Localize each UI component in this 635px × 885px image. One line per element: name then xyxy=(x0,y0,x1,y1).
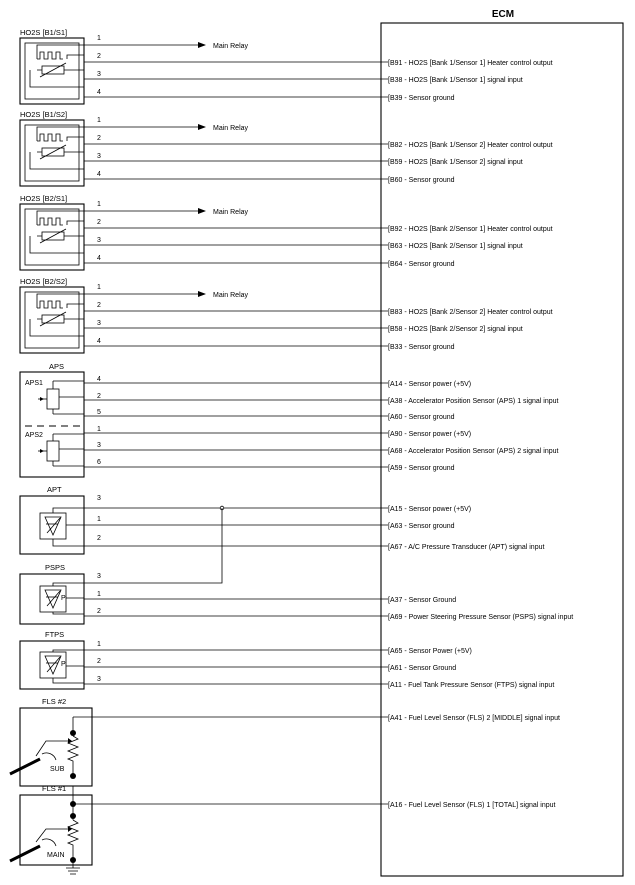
ecm-terminal: [A63 - Sensor ground xyxy=(388,523,455,530)
pin-number: 3 xyxy=(97,153,101,160)
pin-number: 1 xyxy=(97,641,101,648)
pin-number: 2 xyxy=(97,53,101,60)
pin-number: 4 xyxy=(97,338,101,345)
ftps-connector-box xyxy=(20,641,84,689)
apt-group xyxy=(20,485,544,554)
main-relay-label: Main Relay xyxy=(213,209,249,216)
pin-number: 1 xyxy=(97,516,101,523)
pin-number: 4 xyxy=(97,376,101,383)
pin-number: 4 xyxy=(97,171,101,178)
pin-number: 3 xyxy=(97,442,101,449)
fls2-title: FLS #2 xyxy=(42,697,67,706)
pin-number: 2 xyxy=(97,302,101,309)
pressure-symbol: P xyxy=(61,661,66,668)
ecm-terminal: [B63 - HO2S [Bank 2/Sensor 1] signal input xyxy=(388,243,523,250)
aps1-label: APS1 xyxy=(25,380,43,387)
ecm-terminal: [A38 - Accelerator Position Sensor (APS) 1 signal input xyxy=(388,398,559,405)
ecm-terminal: [B33 - Sensor ground xyxy=(388,344,455,351)
ecm-terminal: [A59 - Sensor ground xyxy=(388,465,455,472)
ecm-terminal: [A15 - Sensor power (+5V) xyxy=(388,506,472,513)
pin-number: 2 xyxy=(97,658,101,665)
pin-number: 2 xyxy=(97,219,101,226)
ho2s-title: HO2S [B2/S1] xyxy=(20,194,68,203)
apt-title: APT xyxy=(47,485,62,494)
ecm-terminal: [A16 - Fuel Level Sensor (FLS) 1 [TOTAL] signal input xyxy=(388,802,556,809)
pin-number: 5 xyxy=(97,409,101,416)
pin-number: 3 xyxy=(97,237,101,244)
ho2s-title: HO2S [B2/S2] xyxy=(20,277,68,286)
pressure-symbol: P xyxy=(61,595,66,602)
pin-number: 4 xyxy=(97,89,101,96)
ecm-terminal: [A60 - Sensor ground xyxy=(388,414,455,421)
pin-number: 1 xyxy=(97,35,101,42)
aps-group xyxy=(20,362,558,477)
ecm-terminal: [B60 - Sensor ground xyxy=(388,177,455,184)
fls1-title: FLS #1 xyxy=(42,784,67,793)
main-relay-label: Main Relay xyxy=(213,43,249,50)
pin-number: 2 xyxy=(97,393,101,400)
ecm-terminal: [A69 - Power Steering Pressure Sensor (PSPS) signal input xyxy=(388,614,574,621)
pin-number: 3 xyxy=(97,676,101,683)
pin-number: 1 xyxy=(97,117,101,124)
ho2s-title: HO2S [B1/S1] xyxy=(20,28,68,37)
pin-number: 6 xyxy=(97,459,101,466)
fls1-main-label: MAIN xyxy=(47,852,65,859)
ecm-terminal: [A61 - Sensor Ground xyxy=(388,665,457,672)
ecm-terminal: [A67 - A/C Pressure Transducer (APT) signal input xyxy=(388,544,545,551)
psps-connector-box xyxy=(20,574,84,624)
fls1-group xyxy=(10,784,556,874)
ecm-terminal: [B58 - HO2S [Bank 2/Sensor 2] signal input xyxy=(388,326,523,333)
ecm-terminal: [A14 - Sensor power (+5V) xyxy=(388,381,472,388)
ho2s-title: HO2S [B1/S2] xyxy=(20,110,68,119)
psps-group xyxy=(20,508,573,624)
pin-number: 3 xyxy=(97,573,101,580)
pin-number: 2 xyxy=(97,535,101,542)
ecm-terminal: [A37 - Sensor Ground xyxy=(388,597,457,604)
ftps-group xyxy=(20,630,554,689)
pin-number: 4 xyxy=(97,255,101,262)
pin-number: 1 xyxy=(97,591,101,598)
pin-number: 1 xyxy=(97,201,101,208)
ecm-terminal: [B91 - HO2S [Bank 1/Sensor 1] Heater control output xyxy=(388,60,553,67)
ho2s-b1s2-group xyxy=(20,110,553,186)
ecm-terminal: [A65 - Sensor Power (+5V) xyxy=(388,648,472,655)
fls2-sub-label: SUB xyxy=(50,766,65,773)
ecm-title: ECM xyxy=(491,9,515,20)
ecm-terminal: [B38 - HO2S [Bank 1/Sensor 1] signal input xyxy=(388,77,523,84)
pin-number: 1 xyxy=(97,284,101,291)
ecm-terminal: [A90 - Sensor power (+5V) xyxy=(388,431,472,438)
pin-number: 2 xyxy=(97,135,101,142)
ecm-terminal: [B64 - Sensor ground xyxy=(388,261,455,268)
ho2s-b2s2-group xyxy=(20,277,553,353)
pin-number: 3 xyxy=(97,71,101,78)
ecm-terminal: [B92 - HO2S [Bank 2/Sensor 1] Heater control output xyxy=(388,226,553,233)
ecm-terminal: [B83 - HO2S [Bank 2/Sensor 2] Heater control output xyxy=(388,309,553,316)
psps-title: PSPS xyxy=(45,563,66,572)
pin-number: 3 xyxy=(97,495,101,502)
ecm-terminal: [A41 - Fuel Level Sensor (FLS) 2 [MIDDLE] signal input xyxy=(388,715,560,722)
pin-number: 2 xyxy=(97,608,101,615)
ecm-terminal: [B82 - HO2S [Bank 1/Sensor 2] Heater control output xyxy=(388,142,553,149)
fls2-group xyxy=(10,697,560,786)
ftps-title: FTPS xyxy=(45,630,65,639)
aps2-label: APS2 xyxy=(25,432,43,439)
ecm-terminal: [A11 - Fuel Tank Pressure Sensor (FTPS) signal input xyxy=(388,682,555,689)
pin-number: 1 xyxy=(97,426,101,433)
ho2s-b2s1-group xyxy=(20,194,553,270)
aps-title: APS xyxy=(49,362,65,371)
ecm-terminal: [B59 - HO2S [Bank 1/Sensor 2] signal input xyxy=(388,159,523,166)
main-relay-label: Main Relay xyxy=(213,125,249,132)
ecm-terminal: [B39 - Sensor ground xyxy=(388,95,455,102)
ho2s-b1s1-group xyxy=(20,28,553,104)
pin-number: 3 xyxy=(97,320,101,327)
ecm-terminal: [A68 - Accelerator Position Sensor (APS) 2 signal input xyxy=(388,448,559,455)
main-relay-label: Main Relay xyxy=(213,292,249,299)
fls2-connector-box xyxy=(20,708,92,786)
